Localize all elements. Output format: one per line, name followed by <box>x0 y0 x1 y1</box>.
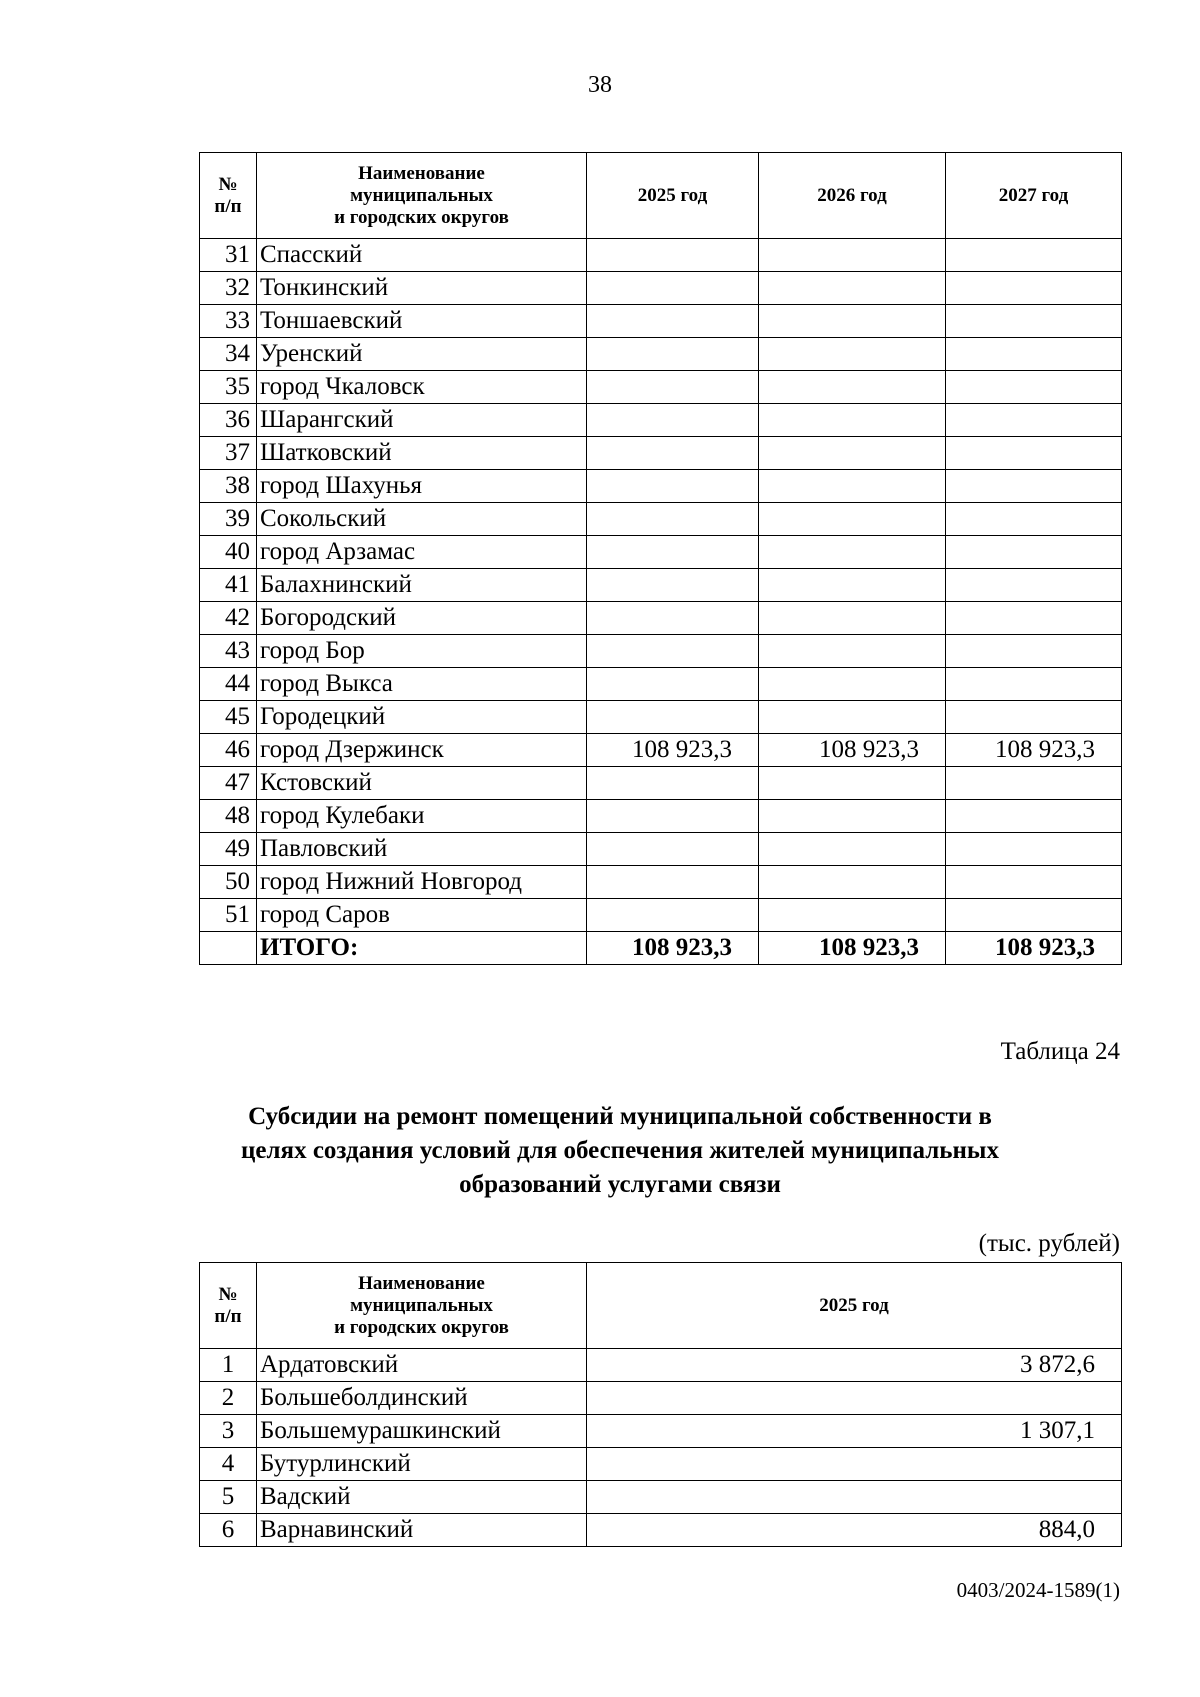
value-2026: 108 923,3 <box>759 734 946 767</box>
value-2027 <box>946 404 1122 437</box>
value-2027 <box>946 437 1122 470</box>
municipality-name: город Выкса <box>257 668 587 701</box>
table-row <box>200 1382 1122 1415</box>
subsidy-table-24 <box>199 1262 1122 1547</box>
municipality-name: Балахнинский <box>257 569 587 602</box>
table-row <box>200 800 1122 833</box>
row-number: 4 <box>200 1448 257 1481</box>
row-number: 32 <box>200 272 257 305</box>
value-2027 <box>946 635 1122 668</box>
table-row <box>200 899 1122 932</box>
value-2027 <box>946 239 1122 272</box>
value-2026 <box>759 437 946 470</box>
municipality-name: Варнавинский <box>257 1514 587 1547</box>
municipality-name: Уренский <box>257 338 587 371</box>
table-caption: Таблица 24 <box>1000 1038 1120 1065</box>
value-2026 <box>759 272 946 305</box>
value-2027 <box>946 602 1122 635</box>
value-2027 <box>946 899 1122 932</box>
value-2026 <box>759 701 946 734</box>
municipality-name: Ардатовский <box>257 1349 587 1382</box>
subsidy-table-continued <box>199 152 1122 965</box>
municipality-name: Тоншаевский <box>257 305 587 338</box>
total-2027: 108 923,3 <box>946 932 1122 965</box>
table-row <box>200 1448 1122 1481</box>
value-2025 <box>587 338 759 371</box>
header-name: Наименование муниципальных и городских округов <box>257 1263 587 1349</box>
value-2027 <box>946 272 1122 305</box>
header-num: № п/п <box>200 1263 257 1349</box>
value-2026 <box>759 569 946 602</box>
page-number: 38 <box>588 72 612 98</box>
value-2027 <box>946 338 1122 371</box>
value-2025 <box>587 239 759 272</box>
row-number: 33 <box>200 305 257 338</box>
document-code: 0403/2024-1589(1) <box>956 1578 1120 1602</box>
value-2025 <box>587 437 759 470</box>
value-2027: 108 923,3 <box>946 734 1122 767</box>
value-2025: 884,0 <box>587 1514 1122 1547</box>
value-2025 <box>587 305 759 338</box>
value-2025 <box>587 272 759 305</box>
municipality-name: Павловский <box>257 833 587 866</box>
value-2027 <box>946 668 1122 701</box>
row-number: 1 <box>200 1349 257 1382</box>
row-number: 47 <box>200 767 257 800</box>
row-number: 36 <box>200 404 257 437</box>
row-number: 50 <box>200 866 257 899</box>
value-2026 <box>759 602 946 635</box>
row-number: 31 <box>200 239 257 272</box>
value-2026 <box>759 899 946 932</box>
municipality-name: Шатковский <box>257 437 587 470</box>
value-2025 <box>587 767 759 800</box>
table-row <box>200 470 1122 503</box>
row-number: 46 <box>200 734 257 767</box>
municipality-name: Городецкий <box>257 701 587 734</box>
header-2027: 2027 год <box>946 153 1122 239</box>
value-2025 <box>587 1382 1122 1415</box>
value-2026 <box>759 767 946 800</box>
value-2025 <box>587 800 759 833</box>
table-row <box>200 635 1122 668</box>
municipality-name: город Саров <box>257 899 587 932</box>
row-number: 48 <box>200 800 257 833</box>
value-2025: 1 307,1 <box>587 1415 1122 1448</box>
table-row <box>200 503 1122 536</box>
total-2025: 108 923,3 <box>587 932 759 965</box>
header-2025: 2025 год <box>587 1263 1122 1349</box>
value-2025 <box>587 866 759 899</box>
value-2025 <box>587 635 759 668</box>
row-number: 49 <box>200 833 257 866</box>
table-row <box>200 668 1122 701</box>
value-2027 <box>946 701 1122 734</box>
table-row <box>200 404 1122 437</box>
row-number: 43 <box>200 635 257 668</box>
municipality-name: Богородский <box>257 602 587 635</box>
value-2026 <box>759 338 946 371</box>
municipality-name: город Нижний Новгород <box>257 866 587 899</box>
municipality-name: Кстовский <box>257 767 587 800</box>
municipality-name: Большеболдинский <box>257 1382 587 1415</box>
header-2026: 2026 год <box>759 153 946 239</box>
table-row <box>200 701 1122 734</box>
value-2027 <box>946 800 1122 833</box>
value-2025 <box>587 668 759 701</box>
municipality-name: Большемурашкинский <box>257 1415 587 1448</box>
row-number: 45 <box>200 701 257 734</box>
table-row <box>200 338 1122 371</box>
table-row <box>200 371 1122 404</box>
municipality-name: город Чкаловск <box>257 371 587 404</box>
table-row <box>200 1514 1122 1547</box>
table-row <box>200 833 1122 866</box>
table-row <box>200 602 1122 635</box>
table-row <box>200 1415 1122 1448</box>
table-row <box>200 437 1122 470</box>
municipality-name: Шарангский <box>257 404 587 437</box>
value-2026 <box>759 668 946 701</box>
total-num-empty <box>200 932 257 965</box>
value-2025 <box>587 536 759 569</box>
table-row <box>200 767 1122 800</box>
header-num: № п/п <box>200 153 257 239</box>
value-2025: 3 872,6 <box>587 1349 1122 1382</box>
value-2027 <box>946 833 1122 866</box>
value-2027 <box>946 536 1122 569</box>
value-2025 <box>587 701 759 734</box>
table-row <box>200 536 1122 569</box>
value-2026 <box>759 536 946 569</box>
municipality-name: Бутурлинский <box>257 1448 587 1481</box>
value-2027 <box>946 767 1122 800</box>
row-number: 38 <box>200 470 257 503</box>
value-2027 <box>946 371 1122 404</box>
row-number: 51 <box>200 899 257 932</box>
table-row <box>200 569 1122 602</box>
row-number: 44 <box>200 668 257 701</box>
units-label: (тыс. рублей) <box>978 1230 1120 1257</box>
value-2027 <box>946 503 1122 536</box>
total-row <box>200 932 1122 965</box>
value-2025 <box>587 404 759 437</box>
total-2026: 108 923,3 <box>759 932 946 965</box>
row-number: 34 <box>200 338 257 371</box>
municipality-name: город Дзержинск <box>257 734 587 767</box>
value-2025 <box>587 899 759 932</box>
header-name: Наименование муниципальных и городских округов <box>257 153 587 239</box>
table-row <box>200 866 1122 899</box>
table-row <box>200 1481 1122 1514</box>
value-2025 <box>587 833 759 866</box>
value-2027 <box>946 569 1122 602</box>
row-number: 41 <box>200 569 257 602</box>
municipality-name: Спасский <box>257 239 587 272</box>
value-2026 <box>759 800 946 833</box>
table-row <box>200 1349 1122 1382</box>
municipality-name: Сокольский <box>257 503 587 536</box>
municipality-name: город Кулебаки <box>257 800 587 833</box>
row-number: 40 <box>200 536 257 569</box>
table-row <box>200 239 1122 272</box>
row-number: 42 <box>200 602 257 635</box>
value-2025 <box>587 569 759 602</box>
municipality-name: Вадский <box>257 1481 587 1514</box>
municipality-name: город Бор <box>257 635 587 668</box>
value-2026 <box>759 239 946 272</box>
municipality-name: город Арзамас <box>257 536 587 569</box>
value-2026 <box>759 371 946 404</box>
value-2025 <box>587 503 759 536</box>
row-number: 35 <box>200 371 257 404</box>
table-title: Субсидии на ремонт помещений муниципальной собственности в целях создания условий для обеспечения жителей муниципальных образований услугами связи <box>241 1103 999 1198</box>
table-header-row <box>200 153 1122 239</box>
value-2025 <box>587 371 759 404</box>
value-2027 <box>946 470 1122 503</box>
municipality-name: город Шахунья <box>257 470 587 503</box>
table-row <box>200 272 1122 305</box>
row-number: 37 <box>200 437 257 470</box>
value-2026 <box>759 305 946 338</box>
total-label: ИТОГО: <box>257 932 587 965</box>
row-number: 5 <box>200 1481 257 1514</box>
value-2026 <box>759 866 946 899</box>
row-number: 2 <box>200 1382 257 1415</box>
value-2027 <box>946 866 1122 899</box>
header-2025: 2025 год <box>587 153 759 239</box>
value-2027 <box>946 305 1122 338</box>
value-2025 <box>587 1448 1122 1481</box>
value-2025 <box>587 1481 1122 1514</box>
row-number: 39 <box>200 503 257 536</box>
value-2026 <box>759 503 946 536</box>
value-2025 <box>587 470 759 503</box>
table-row <box>200 734 1122 767</box>
row-number: 6 <box>200 1514 257 1547</box>
value-2026 <box>759 833 946 866</box>
municipality-name: Тонкинский <box>257 272 587 305</box>
row-number: 3 <box>200 1415 257 1448</box>
value-2025: 108 923,3 <box>587 734 759 767</box>
value-2026 <box>759 470 946 503</box>
table-row <box>200 305 1122 338</box>
value-2025 <box>587 602 759 635</box>
value-2026 <box>759 404 946 437</box>
value-2026 <box>759 635 946 668</box>
table-header-row <box>200 1263 1122 1349</box>
